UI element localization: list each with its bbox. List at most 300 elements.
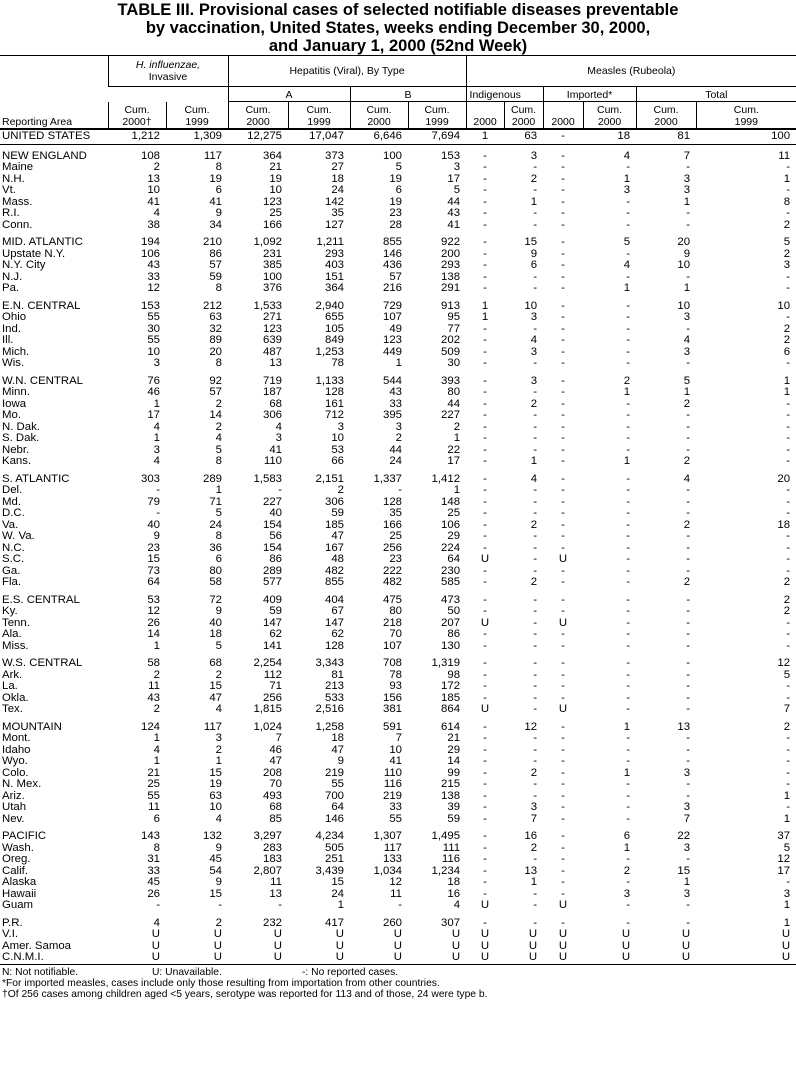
value-cell: - (483, 236, 487, 248)
value-cell: - (483, 409, 487, 421)
value-cell: 44 (447, 397, 461, 410)
value-cell: - (156, 899, 160, 911)
value-cell: 141 (262, 639, 282, 652)
value-cell: 143 (140, 830, 160, 842)
table-row (0, 531, 796, 543)
value-cell: 393 (441, 374, 461, 387)
value-cell: - (483, 841, 487, 854)
value-cell: 33 (147, 864, 160, 877)
value-cell: - (483, 605, 487, 617)
value-cell: 31 (147, 853, 160, 865)
value-cell: 373 (324, 149, 344, 162)
value-cell: - (533, 639, 538, 652)
value-cell: 1,234 (431, 864, 461, 877)
value-cell: - (786, 484, 791, 496)
value-cell: - (483, 668, 487, 681)
value-cell: 2 (783, 218, 791, 231)
value-cell: - (786, 270, 791, 283)
value-cell: 58 (209, 576, 222, 588)
col-total-1999 (696, 102, 796, 129)
value-cell: 1 (623, 172, 631, 185)
value-cell: 213 (324, 680, 344, 692)
value-cell: 167 (324, 541, 344, 554)
value-cell: 39 (447, 801, 461, 813)
value-cell: 1 (153, 432, 160, 444)
value-cell: - (561, 161, 565, 173)
value-cell: 153 (140, 299, 160, 312)
value-cell: 17 (147, 409, 160, 421)
value-cell: 53 (147, 593, 160, 606)
value-cell: 18 (777, 518, 791, 531)
value-cell: 303 (140, 472, 160, 485)
title-line-3: and January 1, 2000 (52nd Week) (268, 37, 528, 55)
area-name-cell: Maine (2, 161, 34, 173)
value-cell: - (483, 184, 487, 196)
value-cell: 533 (324, 691, 344, 704)
area-name-cell: Amer. Samoa (2, 939, 72, 952)
value-cell: 2 (783, 593, 791, 606)
area-name-cell: Iowa (2, 397, 27, 410)
col-hepa-1999 (288, 102, 350, 129)
value-cell: 2 (783, 605, 791, 617)
value-cell: - (483, 334, 487, 346)
value-cell: - (686, 541, 691, 554)
area-name-cell: PACIFIC (2, 830, 47, 842)
value-cell: 544 (382, 374, 402, 387)
value-cell: 9 (530, 247, 538, 260)
value-cell: 21 (269, 161, 282, 173)
value-cell: - (483, 472, 487, 485)
footnote-legend (2, 967, 796, 978)
value-cell: 864 (441, 703, 461, 715)
value-cell: U (696, 952, 796, 964)
value-cell: 855 (382, 236, 402, 248)
value-cell: 2,254 (253, 657, 282, 669)
value-cell: - (626, 576, 631, 588)
col-indig-2000: 2000 (466, 102, 504, 129)
value-cell: - (686, 789, 691, 802)
value-cell: 110 (383, 766, 402, 779)
value-cell: - (533, 680, 538, 692)
value-cell: - (561, 420, 565, 433)
value-cell: 1 (453, 432, 461, 444)
reporting-area-header: Reporting Area (0, 56, 108, 129)
area-name-cell: MID. ATLANTIC (2, 236, 83, 248)
value-cell: 2 (530, 172, 538, 185)
value-cell: 1 (783, 789, 791, 802)
value-cell: - (626, 357, 631, 369)
value-cell: 117 (383, 841, 402, 854)
area-name-cell: UNITED STATES (0, 129, 108, 145)
value-cell: - (561, 853, 565, 865)
value-cell: 385 (262, 259, 282, 271)
value-cell: 256 (262, 691, 282, 704)
value-cell: 23 (389, 207, 402, 219)
value-cell: - (533, 443, 538, 456)
value-cell: 2 (683, 455, 691, 467)
value-cell: 80 (389, 605, 402, 617)
value-cell: 364 (324, 282, 344, 294)
value-cell: - (686, 270, 691, 283)
value-cell: - (561, 628, 565, 640)
value-cell: 3 (783, 259, 791, 271)
value-cell: - (533, 789, 538, 802)
value-cell: - (786, 553, 791, 565)
value-cell: 913 (441, 299, 461, 312)
value-cell: 10 (777, 299, 791, 312)
value-cell: - (483, 259, 487, 271)
value-cell: 49 (389, 322, 402, 335)
value-cell: 13 (269, 357, 282, 369)
value-cell: - (561, 916, 565, 929)
value-cell: 32 (209, 322, 222, 335)
value-cell: 29 (447, 530, 461, 542)
value-cell: 128 (382, 495, 402, 508)
value-cell: - (786, 357, 791, 369)
area-name-cell: Mass. (2, 195, 33, 208)
value-cell: - (278, 899, 282, 911)
value-cell: - (561, 639, 565, 652)
value-cell: 55 (389, 812, 402, 825)
footnote-star: *For imported measles, cases include only those resulting from importation from other countries. (2, 977, 440, 989)
value-cell: - (686, 443, 691, 456)
value-cell: 3 (623, 887, 631, 900)
value-cell: 24 (331, 887, 344, 900)
value-cell: 55 (331, 778, 344, 790)
value-cell: 93 (389, 680, 402, 692)
value-cell: 54 (209, 864, 222, 877)
cum-label: Cum. (511, 103, 537, 116)
value-cell: - (786, 455, 791, 467)
value-cell: 18 (331, 732, 344, 744)
value-cell: - (561, 541, 565, 554)
year-label: 1999 (185, 115, 209, 128)
value-cell: 403 (324, 259, 344, 271)
value-cell: - (686, 657, 691, 669)
value-cell: 172 (441, 680, 461, 692)
value-cell: 1 (466, 129, 504, 145)
value-cell: 85 (269, 812, 282, 825)
value-cell: 24 (331, 184, 344, 196)
area-name-cell: N. Mex. (2, 778, 42, 790)
value-cell: 41 (269, 443, 282, 456)
table-row (0, 260, 796, 272)
value-cell: - (398, 899, 402, 911)
value-cell: - (686, 484, 691, 496)
value-cell: - (686, 593, 691, 606)
value-cell: 41 (447, 218, 461, 231)
value-cell: U (273, 939, 282, 952)
value-cell: 37 (777, 830, 791, 842)
value-cell: 256 (382, 541, 402, 554)
value-cell: 13 (677, 720, 691, 733)
value-cell: 48 (331, 553, 344, 565)
table-row (0, 554, 796, 566)
value-cell: 59 (209, 270, 222, 283)
value-cell: 26 (147, 887, 160, 900)
value-cell: - (686, 616, 691, 629)
value-cell: 46 (147, 386, 160, 398)
value-cell: 4 (153, 455, 160, 467)
value-cell: - (786, 311, 791, 323)
value-cell: - (533, 593, 538, 606)
value-cell: 1,815 (253, 703, 282, 715)
table-row (0, 854, 796, 866)
value-cell: - (561, 184, 565, 196)
value-cell: 146 (324, 812, 344, 825)
value-cell: 200 (441, 247, 461, 260)
table-row (0, 641, 796, 653)
value-cell: 3 (683, 801, 691, 813)
value-cell: 1,258 (315, 720, 344, 733)
value-cell: 77 (447, 322, 461, 335)
value-cell: 482 (324, 564, 344, 577)
value-cell: U (480, 616, 490, 629)
value-cell: 2,151 (315, 472, 344, 485)
value-cell: - (626, 899, 631, 911)
value-cell: - (533, 409, 538, 421)
value-cell: 9 (337, 755, 344, 767)
area-name-cell: Guam (2, 899, 34, 911)
value-cell: 1 (623, 766, 631, 779)
value-cell: - (626, 657, 631, 669)
value-cell: 364 (262, 149, 282, 162)
value-cell: - (533, 668, 538, 681)
value-cell: 15 (209, 680, 222, 692)
value-cell: 2 (783, 322, 791, 335)
value-cell: 25 (447, 507, 461, 519)
value-cell: - (533, 755, 538, 767)
area-name-cell: Minn. (2, 386, 30, 398)
value-cell: 12 (524, 720, 538, 733)
value-cell: 219 (324, 766, 344, 779)
area-name-cell: D.C. (2, 507, 25, 519)
value-cell: 4 (153, 420, 160, 433)
value-cell: 116 (383, 778, 402, 790)
value-cell: 14 (447, 755, 461, 767)
value-cell: - (686, 553, 691, 565)
value-cell: - (686, 668, 691, 681)
value-cell: - (483, 443, 487, 456)
value-cell: 12,275 (228, 129, 288, 145)
value-cell: - (483, 530, 487, 542)
value-cell: 1,253 (315, 345, 344, 358)
value-cell: 2 (683, 576, 691, 588)
value-cell: 57 (209, 386, 222, 398)
value-cell: 13 (524, 864, 538, 877)
value-cell: - (786, 397, 791, 410)
value-cell: 71 (209, 495, 222, 508)
area-name-cell: Alaska (2, 876, 37, 888)
value-cell: 922 (441, 236, 461, 248)
value-cell: - (483, 720, 487, 733)
area-name-cell: Pa. (2, 282, 20, 294)
area-name-cell: Mont. (2, 732, 31, 744)
value-cell: 306 (324, 495, 344, 508)
value-cell: - (626, 691, 631, 704)
value-cell: 41 (147, 195, 160, 208)
value-cell: 78 (389, 668, 402, 681)
value-cell: 123 (262, 322, 282, 335)
cum-label: Cum. (184, 103, 210, 116)
measles-header: Measles (Rubeola) (466, 56, 796, 87)
value-cell: - (533, 887, 538, 900)
value-cell: - (686, 778, 691, 790)
table-row (0, 577, 796, 589)
value-cell: - (483, 518, 487, 531)
value-cell: 17 (447, 455, 461, 467)
value-cell: 2 (215, 668, 222, 681)
area-name-cell: Vt. (2, 184, 16, 196)
value-cell: 57 (209, 259, 222, 271)
value-cell: 9 (215, 207, 222, 219)
value-cell: 142 (324, 195, 344, 208)
value-cell: - (561, 207, 565, 219)
value-cell: - (483, 732, 487, 744)
value-cell: 67 (331, 605, 344, 617)
value-cell: - (533, 564, 538, 577)
value-cell: - (483, 657, 487, 669)
value-cell: 2 (530, 576, 538, 588)
hib-header (108, 56, 228, 87)
value-cell: 5 (453, 184, 461, 196)
value-cell: - (483, 322, 487, 335)
value-cell: 16 (447, 887, 461, 900)
value-cell: U (451, 928, 461, 940)
value-cell: 7 (683, 149, 691, 162)
table-body (0, 129, 796, 965)
value-cell: - (483, 432, 487, 444)
value-cell: U (528, 939, 538, 952)
value-cell: 306 (262, 409, 282, 421)
value-cell: U (558, 928, 568, 940)
table-row (0, 802, 796, 814)
value-cell: 3 (153, 443, 160, 456)
value-cell: - (533, 541, 538, 554)
value-cell: U (335, 939, 344, 952)
value-cell: - (686, 432, 691, 444)
value-cell: - (561, 801, 565, 813)
value-cell: - (686, 409, 691, 421)
value-cell: 5 (215, 443, 222, 456)
cum-label: Cum. (366, 103, 392, 116)
value-cell: 4,234 (315, 830, 344, 842)
table-row (0, 387, 796, 399)
value-cell: 8 (215, 161, 222, 173)
value-cell: 71 (269, 680, 282, 692)
value-cell: - (561, 680, 565, 692)
value-cell: 36 (209, 541, 222, 554)
value-cell: 7 (783, 703, 791, 715)
area-name-cell: Wyo. (2, 755, 28, 767)
value-cell: - (533, 628, 538, 640)
value-cell: 3 (530, 374, 538, 387)
value-cell: 6 (395, 184, 402, 196)
value-cell: U (151, 939, 160, 952)
value-cell: 5 (783, 236, 791, 248)
area-name-cell: R.I. (2, 207, 20, 219)
value-cell: 33 (389, 801, 402, 813)
value-cell: - (483, 507, 487, 519)
value-cell: - (561, 195, 565, 208)
value-cell: 227 (441, 409, 461, 421)
value-cell: 66 (331, 455, 344, 467)
value-cell: - (686, 755, 691, 767)
total-header: Total (636, 87, 796, 102)
value-cell: - (626, 703, 631, 715)
year-label: 2000 (246, 115, 270, 128)
value-cell: U (213, 939, 222, 952)
value-cell: 40 (269, 507, 282, 519)
value-cell: 107 (382, 311, 402, 323)
value-cell: U (273, 928, 282, 940)
value-cell: 4 (215, 812, 222, 825)
value-cell: 56 (269, 530, 282, 542)
value-cell: 216 (382, 282, 402, 294)
area-name-cell: S. ATLANTIC (2, 472, 70, 485)
value-cell: 3 (453, 161, 461, 173)
value-cell: 27 (331, 161, 344, 173)
value-cell: U (558, 553, 568, 565)
value-cell: - (686, 628, 691, 640)
value-cell: 64 (147, 576, 160, 588)
value-cell: - (686, 691, 691, 704)
value-cell: - (686, 161, 691, 173)
value-cell: - (626, 639, 631, 652)
value-cell: 154 (262, 541, 282, 554)
value-cell: 3 (683, 345, 691, 358)
value-cell: 44 (389, 443, 402, 456)
value-cell: U (213, 928, 222, 940)
value-cell: 11 (148, 680, 160, 692)
value-cell: - (561, 432, 565, 444)
value-cell: 291 (441, 282, 461, 294)
value-cell: - (483, 853, 487, 865)
value-cell: 148 (441, 495, 461, 508)
value-cell: 106 (441, 518, 461, 531)
value-cell: 11 (390, 887, 402, 900)
value-cell: 128 (324, 639, 344, 652)
value-cell: - (533, 218, 538, 231)
value-cell: 395 (382, 409, 402, 421)
area-name-cell: Ariz. (2, 789, 25, 802)
value-cell: 3 (683, 184, 691, 196)
value-cell: 1 (623, 841, 631, 854)
value-cell: 449 (382, 345, 402, 358)
value-cell: - (561, 386, 565, 398)
table-row (0, 162, 796, 174)
value-cell: 1 (783, 172, 791, 185)
value-cell: - (483, 386, 487, 398)
value-cell: 2 (683, 518, 691, 531)
value-cell: U (681, 939, 691, 952)
value-cell: 487 (262, 345, 282, 358)
table-row (0, 335, 796, 347)
value-cell: 376 (262, 282, 282, 294)
col-hib-1999 (166, 102, 228, 129)
value-cell: 9 (215, 841, 222, 854)
value-cell: 591 (382, 720, 402, 733)
value-cell: - (561, 841, 565, 854)
value-cell: - (533, 161, 538, 173)
value-cell: 293 (324, 247, 344, 260)
value-cell: 15 (209, 887, 222, 900)
value-cell: 1 (623, 282, 631, 294)
value-cell: - (626, 593, 631, 606)
value-cell: 10 (209, 801, 222, 813)
value-cell: - (686, 507, 691, 519)
area-name-cell: W.N. CENTRAL (2, 374, 84, 387)
